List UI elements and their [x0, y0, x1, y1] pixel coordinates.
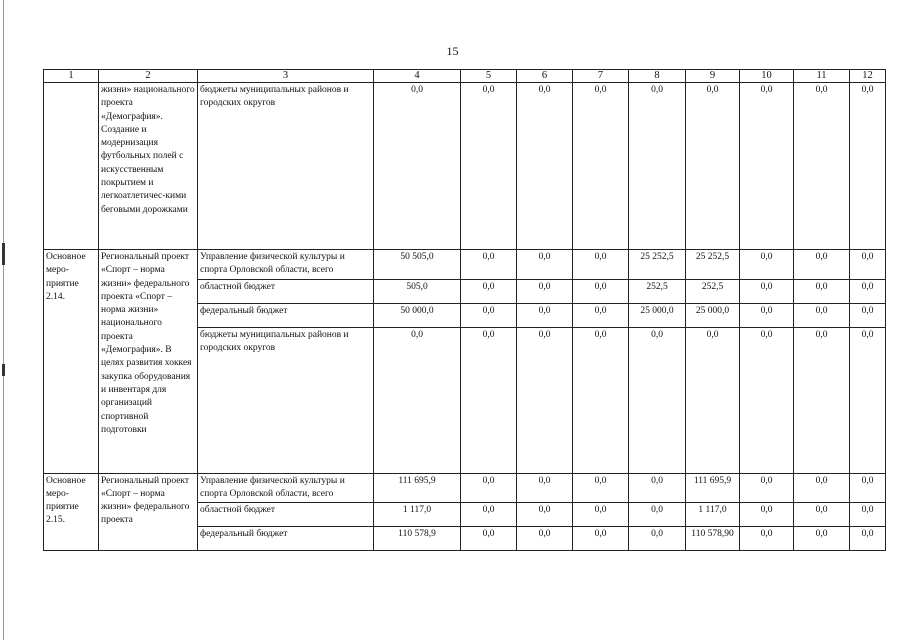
- value-cell: 0,0: [629, 503, 686, 527]
- measure-id-cell: [44, 83, 99, 250]
- value-cell: 0,0: [850, 279, 886, 303]
- value-cell: 0,0: [573, 327, 629, 473]
- funding-source: бюджеты муниципальных районов и городских округов: [198, 327, 374, 473]
- value-cell: 0,0: [573, 250, 629, 280]
- value-cell: 0,0: [850, 83, 886, 250]
- value-cell: 0,0: [573, 279, 629, 303]
- table-row: [44, 473, 886, 503]
- column-header: 10: [740, 70, 794, 83]
- table-header-row: [44, 70, 886, 83]
- funding-source: федеральный бюджет: [198, 303, 374, 327]
- value-cell: 0,0: [573, 527, 629, 551]
- value-cell: 0,0: [573, 83, 629, 250]
- value-cell: 0,0: [573, 503, 629, 527]
- value-cell: 0,0: [629, 473, 686, 503]
- scan-edge-line: [3, 0, 4, 640]
- column-header: 7: [573, 70, 629, 83]
- funding-source: федеральный бюджет: [198, 527, 374, 551]
- scan-margin-mark: [2, 243, 5, 265]
- value-cell: 0,0: [740, 327, 794, 473]
- value-cell: 505,0: [374, 279, 461, 303]
- value-cell: 0,0: [850, 527, 886, 551]
- funding-source: Управление физической культуры и спорта Орловской области, всего: [198, 250, 374, 280]
- measure-description: Региональный проект «Спорт – норма жизни» федерального проекта: [99, 473, 198, 551]
- column-header: 8: [629, 70, 686, 83]
- value-cell: 111 695,9: [686, 473, 740, 503]
- value-cell: 0,0: [461, 327, 517, 473]
- funding-source: областной бюджет: [198, 503, 374, 527]
- value-cell: 110 578,90: [686, 527, 740, 551]
- value-cell: 0,0: [850, 303, 886, 327]
- measure-description: Региональный проект «Спорт – норма жизни» федерального проекта «Спорт – норма жизни» национального проекта «Демография». В целях развития хоккея закупка оборудования и инвентаря для организаций спортивной подготовки: [99, 250, 198, 474]
- value-cell: 0,0: [794, 473, 850, 503]
- value-cell: 0,0: [794, 327, 850, 473]
- value-cell: 1 117,0: [686, 503, 740, 527]
- value-cell: 0,0: [740, 279, 794, 303]
- funding-source: Управление физической культуры и спорта Орловской области, всего: [198, 473, 374, 503]
- value-cell: 0,0: [461, 303, 517, 327]
- value-cell: 0,0: [794, 303, 850, 327]
- value-cell: 0,0: [740, 250, 794, 280]
- value-cell: 0,0: [629, 83, 686, 250]
- value-cell: 0,0: [740, 83, 794, 250]
- value-cell: 252,5: [629, 279, 686, 303]
- value-cell: 50 505,0: [374, 250, 461, 280]
- value-cell: 0,0: [850, 503, 886, 527]
- value-cell: 0,0: [686, 83, 740, 250]
- value-cell: 252,5: [686, 279, 740, 303]
- value-cell: 0,0: [517, 250, 573, 280]
- table-row: [44, 83, 886, 250]
- value-cell: 1 117,0: [374, 503, 461, 527]
- value-cell: 0,0: [517, 327, 573, 473]
- value-cell: 25 252,5: [686, 250, 740, 280]
- value-cell: 50 000,0: [374, 303, 461, 327]
- value-cell: 0,0: [629, 327, 686, 473]
- value-cell: 0,0: [629, 527, 686, 551]
- column-header: 5: [461, 70, 517, 83]
- value-cell: 25 000,0: [686, 303, 740, 327]
- value-cell: 0,0: [850, 327, 886, 473]
- value-cell: 0,0: [794, 83, 850, 250]
- scan-margin-mark: [2, 364, 5, 376]
- value-cell: 0,0: [517, 473, 573, 503]
- column-header: 3: [198, 70, 374, 83]
- value-cell: 0,0: [850, 250, 886, 280]
- value-cell: 0,0: [517, 83, 573, 250]
- value-cell: 0,0: [374, 83, 461, 250]
- column-header: 11: [794, 70, 850, 83]
- value-cell: 0,0: [573, 303, 629, 327]
- measure-id: Основное меро-приятие 2.15.: [44, 473, 99, 551]
- value-cell: 25 252,5: [629, 250, 686, 280]
- value-cell: 0,0: [794, 250, 850, 280]
- value-cell: 0,0: [573, 473, 629, 503]
- column-header: 12: [850, 70, 886, 83]
- value-cell: 0,0: [461, 503, 517, 527]
- measure-description: жизни» национального проекта «Демография». Создание и модернизация футбольных полей с искусственным покрытием и легкоатлетичес-кими беговыми дорожками: [99, 83, 198, 250]
- value-cell: 0,0: [740, 527, 794, 551]
- value-cell: 0,0: [794, 503, 850, 527]
- value-cell: 0,0: [517, 527, 573, 551]
- value-cell: 0,0: [517, 303, 573, 327]
- value-cell: 0,0: [794, 527, 850, 551]
- column-header: 2: [99, 70, 198, 83]
- funding-source: бюджеты муниципальных районов и городских округов: [198, 83, 374, 250]
- value-cell: 0,0: [794, 279, 850, 303]
- value-cell: 25 000,0: [629, 303, 686, 327]
- value-cell: 0,0: [374, 327, 461, 473]
- table-row: [44, 250, 886, 280]
- budget-table: [43, 69, 886, 551]
- column-header: 4: [374, 70, 461, 83]
- column-header: 6: [517, 70, 573, 83]
- value-cell: 110 578,9: [374, 527, 461, 551]
- measure-id: Основное меро-приятие 2.14.: [44, 250, 99, 474]
- value-cell: 0,0: [740, 303, 794, 327]
- value-cell: 0,0: [461, 527, 517, 551]
- value-cell: 0,0: [517, 503, 573, 527]
- funding-source: областной бюджет: [198, 279, 374, 303]
- value-cell: 0,0: [517, 279, 573, 303]
- value-cell: 0,0: [740, 473, 794, 503]
- page-number: 15: [446, 44, 459, 58]
- column-header: 1: [44, 70, 99, 83]
- value-cell: 0,0: [461, 250, 517, 280]
- value-cell: 0,0: [461, 279, 517, 303]
- value-cell: 111 695,9: [374, 473, 461, 503]
- value-cell: 0,0: [461, 83, 517, 250]
- value-cell: 0,0: [740, 503, 794, 527]
- value-cell: 0,0: [461, 473, 517, 503]
- value-cell: 0,0: [686, 327, 740, 473]
- column-header: 9: [686, 70, 740, 83]
- value-cell: 0,0: [850, 473, 886, 503]
